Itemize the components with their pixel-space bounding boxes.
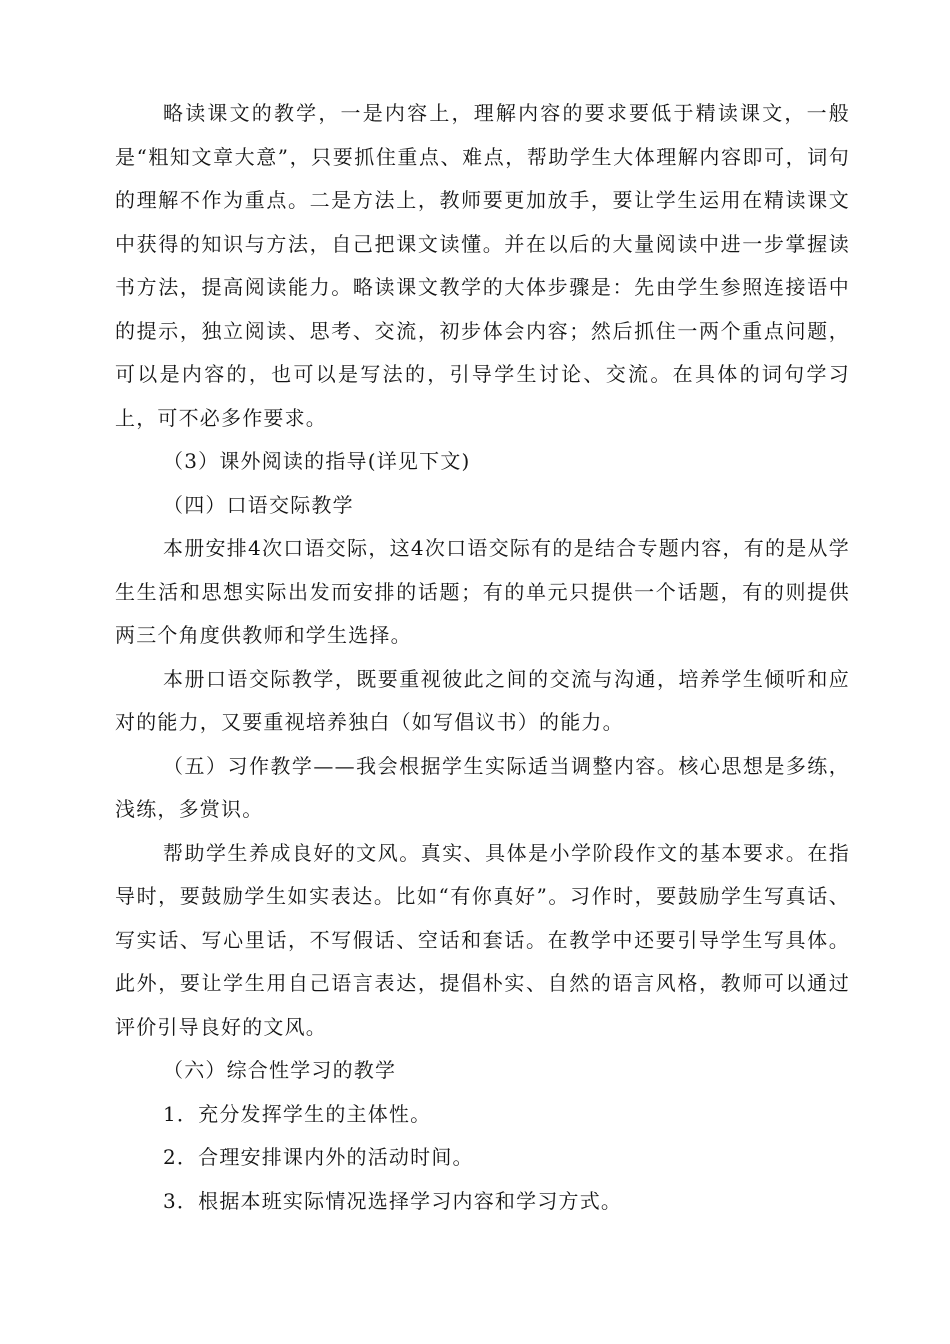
paragraph-skim-reading: 略读课文的教学，一是内容上，理解内容的要求要低于精读课文，一般是“粗知文章大意”，只要抓住重点、难点，帮助学生大体理解内容即可，词句的理解不作为重点。二是方法上，教师要更加放手，要让学生运用在精读课文中获得的知识与方法，自己把课文读懂。并在以后的大量阅读中进一步掌握读书方法，提高阅读能力。略读课文教学的大体步骤是：先由学生参照连接语中的提示，独立阅读、思考、交流，初步体会内容；然后抓住一两个重点问题，可以是内容的，也可以是写法的，引导学生讨论、交流。在具体的词句学习上，可不必多作要求。 xyxy=(115,101,850,430)
heading-comprehensive-learning: （六）综合性学习的教学 xyxy=(163,1058,397,1082)
document-body xyxy=(115,92,850,1223)
heading-writing-teaching: （五）习作教学——我会根据学生实际适当调整内容。核心思想是多练，浅练，多赏识。 xyxy=(115,753,850,821)
list-item-3: 3．根据本班实际情况选择学习内容和学习方式。 xyxy=(163,1188,623,1213)
paragraph-oral-arrangement: 本册安排4次口语交际，这4次口语交际有的是结合专题内容，有的是从学生生活和思想实际出发而安排的话题；有的单元只提供一个话题，有的则提供两三个角度供教师和学生选择。 xyxy=(115,536,850,647)
paragraph-writing-style: 帮助学生养成良好的文风。真实、具体是小学阶段作文的基本要求。在指导时，要鼓励学生如实表达。比如“有你真好”。习作时，要鼓励学生写真话、写实话、写心里话，不写假话、空话和套话。在教学中还要引导学生写具体。此外，要让学生用自己语言表达，提倡朴实、自然的语言风格，教师可以通过评价引导良好的文风。 xyxy=(115,840,850,1039)
paragraph-oral-teaching: 本册口语交际教学，既要重视彼此之间的交流与沟通，培养学生倾听和应对的能力，又要重视培养独白（如写倡议书）的能力。 xyxy=(115,666,850,734)
heading-extracurricular-reading: （3）课外阅读的指导(详见下文) xyxy=(163,449,471,473)
list-item-2: 2．合理安排课内外的活动时间。 xyxy=(163,1145,474,1169)
list-item-1: 1．充分发挥学生的主体性。 xyxy=(163,1101,432,1126)
heading-oral-communication: （四）口语交际教学 xyxy=(163,492,354,517)
